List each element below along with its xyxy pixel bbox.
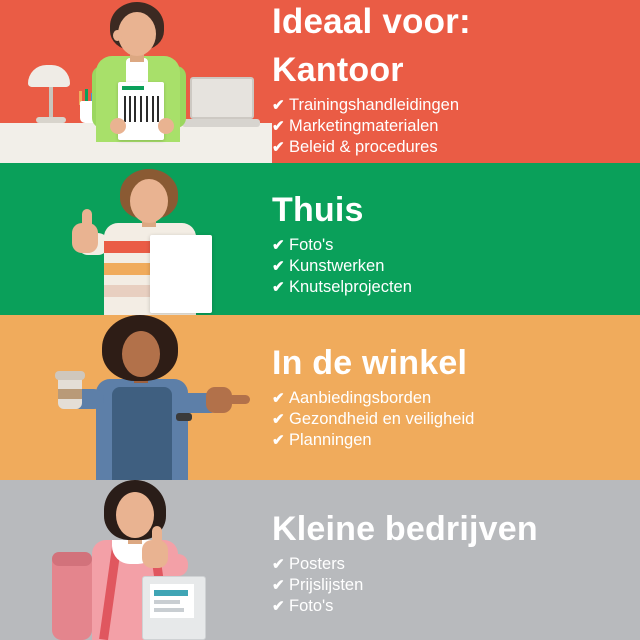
list-item-label: Knutselprojecten: [289, 278, 412, 296]
check-icon: ✔: [272, 411, 285, 428]
home-benefit-list: [272, 235, 630, 298]
apron-shape: [112, 387, 172, 480]
check-icon: ✔: [272, 556, 285, 573]
list-item-label: Prijslijsten: [289, 576, 364, 594]
lamp-base-shape: [36, 117, 66, 123]
list-item: [272, 596, 630, 617]
check-icon: ✔: [272, 577, 285, 594]
business-text-column: [272, 480, 630, 640]
office-benefit-list: [272, 95, 630, 158]
check-icon: ✔: [272, 279, 285, 296]
yoga-mat-end-shape: [52, 552, 92, 566]
check-icon: ✔: [272, 118, 285, 135]
list-item-label: Trainingshandleidingen: [289, 96, 460, 114]
check-icon: ✔: [272, 258, 285, 275]
bag-label-line-shape: [154, 608, 184, 612]
laptop-base-shape: [182, 119, 260, 127]
document-line-shape: [122, 86, 144, 90]
person-hand-shape: [110, 118, 126, 134]
check-icon: ✔: [272, 139, 285, 156]
list-item: [272, 388, 630, 409]
list-item-label: Kunstwerken: [289, 257, 385, 275]
business-benefit-list: [272, 554, 630, 617]
list-item-label: Aanbiedingsborden: [289, 389, 432, 407]
section-heading-office: Kantoor: [272, 51, 404, 89]
cup-sleeve-shape: [58, 389, 82, 399]
list-item-label: Foto's: [289, 597, 334, 615]
person-head-shape: [116, 492, 154, 538]
list-item: [272, 95, 630, 116]
check-icon: ✔: [272, 237, 285, 254]
list-item-label: Beleid & procedures: [289, 138, 438, 156]
artwork-sheet-shape: [150, 235, 212, 313]
bag-label-line-shape: [154, 590, 188, 596]
section-heading-small-business: Kleine bedrijven: [272, 510, 538, 548]
list-item: [272, 430, 630, 451]
section-home: [0, 163, 640, 315]
list-item: [272, 116, 630, 137]
list-item: [272, 277, 630, 298]
list-item: [272, 137, 630, 158]
section-heading-home: Thuis: [272, 191, 364, 229]
list-item: [272, 409, 630, 430]
person-hand-shape: [158, 118, 174, 134]
list-item: [272, 554, 630, 575]
desk-lamp-icon: [28, 65, 70, 87]
person-head-shape: [122, 331, 160, 377]
list-item: [272, 256, 630, 277]
person-head-shape: [118, 12, 156, 56]
office-illustration: [0, 0, 272, 163]
section-heading-store: In de winkel: [272, 344, 468, 382]
list-item-label: Foto's: [289, 236, 334, 254]
store-illustration: [0, 315, 272, 480]
office-text-column: [272, 0, 630, 163]
business-illustration: [0, 480, 272, 640]
check-icon: ✔: [272, 97, 285, 114]
bag-label-line-shape: [154, 600, 180, 604]
cup-lid-shape: [55, 371, 85, 380]
person-hand-shape: [142, 540, 168, 568]
list-item: [272, 575, 630, 596]
wristwatch-icon: [176, 413, 192, 421]
pointing-finger-shape: [228, 395, 250, 404]
section-office: [0, 0, 640, 163]
person-head-shape: [130, 179, 168, 223]
poster-title: Ideaal voor:: [272, 2, 471, 41]
list-item-label: Posters: [289, 555, 345, 573]
store-text-column: [272, 315, 630, 480]
check-icon: ✔: [272, 390, 285, 407]
person-ear-shape: [113, 30, 122, 41]
home-text-column: [272, 163, 630, 315]
list-item-label: Gezondheid en veiligheid: [289, 410, 475, 428]
check-icon: ✔: [272, 432, 285, 449]
section-small-business: [0, 480, 640, 640]
list-item-label: Marketingmaterialen: [289, 117, 439, 135]
list-item: [272, 235, 630, 256]
list-item-label: Planningen: [289, 431, 372, 449]
person-hand-shape: [72, 223, 98, 253]
laptop-icon: [190, 77, 254, 119]
home-illustration: [0, 163, 272, 315]
check-icon: ✔: [272, 598, 285, 615]
store-benefit-list: [272, 388, 630, 451]
section-store: [0, 315, 640, 480]
